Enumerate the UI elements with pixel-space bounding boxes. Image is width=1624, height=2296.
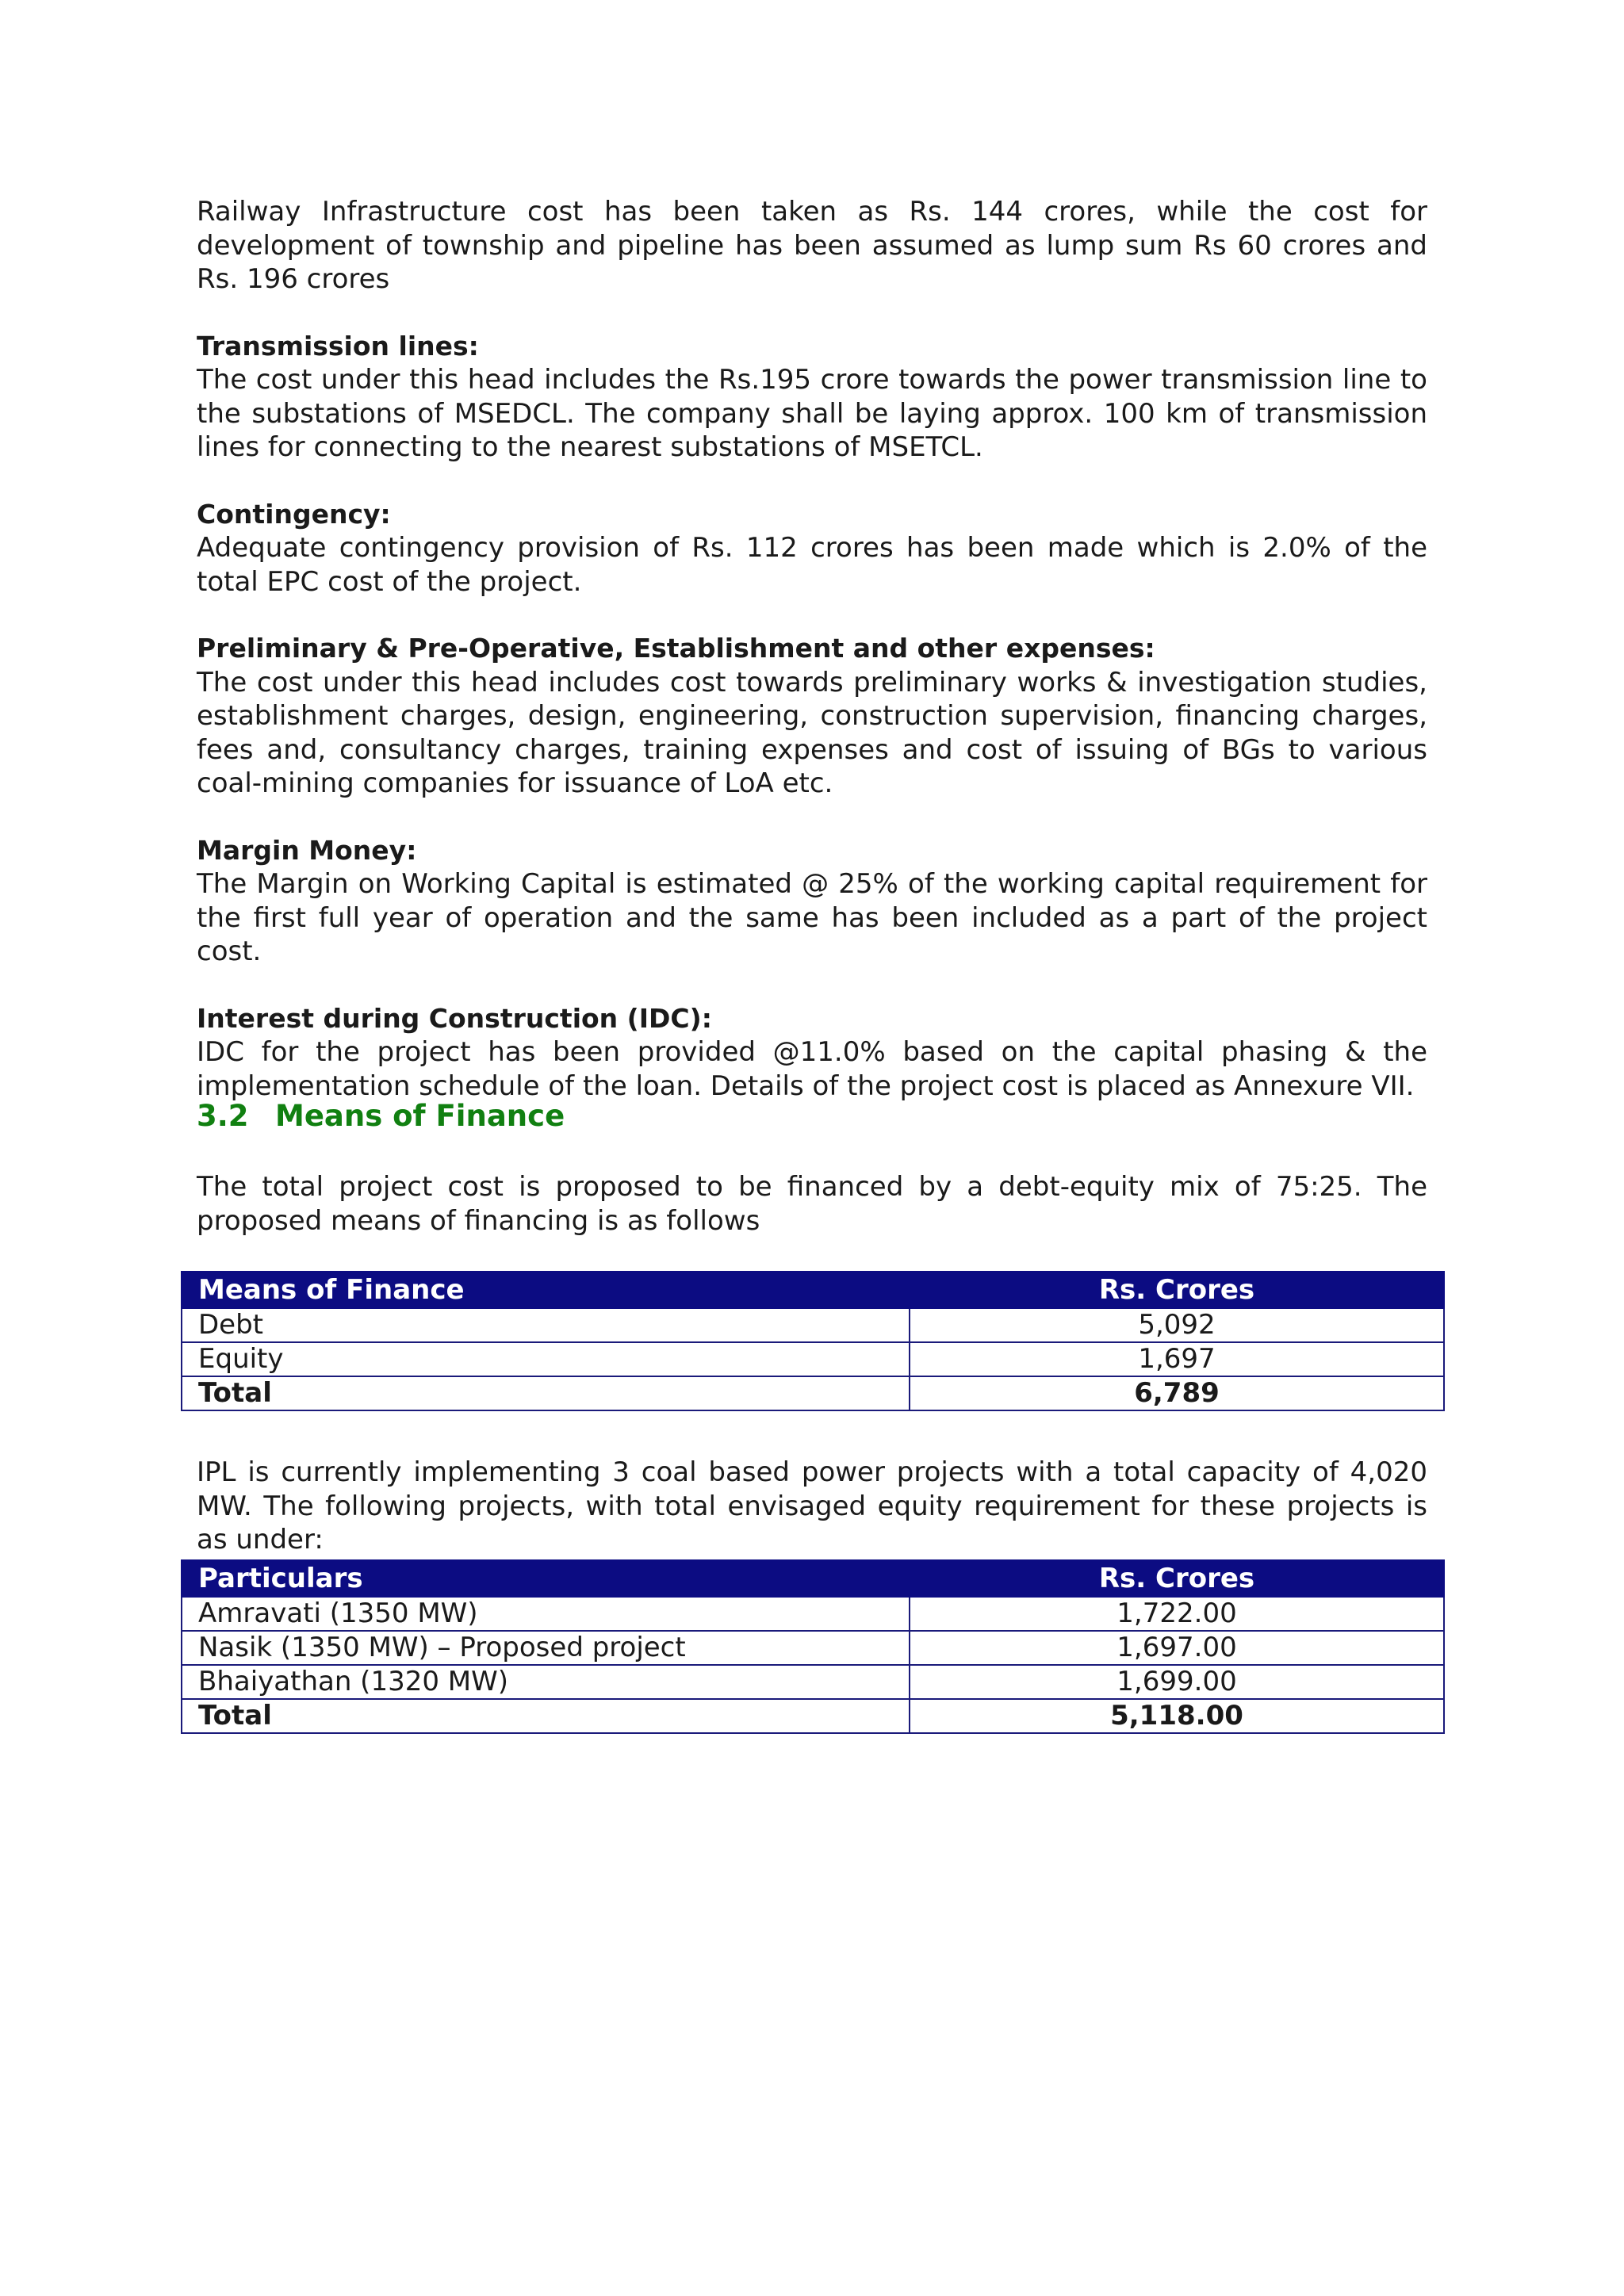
- column-header: Rs. Crores: [910, 1272, 1444, 1308]
- row-value: 1,697.00: [910, 1631, 1444, 1665]
- preliminary-heading: Preliminary & Pre-Operative, Establishment and other expenses:: [197, 633, 1155, 664]
- table-row: [182, 1342, 1444, 1376]
- section-heading: [197, 1097, 565, 1135]
- row-label: Debt: [182, 1308, 910, 1342]
- projects-equity-table: [181, 1559, 1445, 1734]
- row-label: Equity: [182, 1342, 910, 1376]
- total-label: Total: [182, 1376, 910, 1410]
- means-of-finance-table: [181, 1271, 1445, 1411]
- contingency-heading: Contingency:: [197, 498, 391, 530]
- column-header: Rs. Crores: [910, 1560, 1444, 1597]
- table-row: [182, 1631, 1444, 1665]
- row-value: 5,092: [910, 1308, 1444, 1342]
- table-header-row: [182, 1560, 1444, 1597]
- table-row: [182, 1665, 1444, 1699]
- transmission-heading: Transmission lines:: [197, 330, 479, 362]
- table-row: [182, 1308, 1444, 1342]
- table-total-row: [182, 1699, 1444, 1733]
- table-header-row: [182, 1272, 1444, 1308]
- total-value: 6,789: [910, 1376, 1444, 1410]
- table-row: [182, 1597, 1444, 1631]
- contingency-body: Adequate contingency provision of Rs. 112 crores has been made which is 2.0% of the total EPC cost of the project.: [197, 532, 1427, 598]
- column-header: Means of Finance: [182, 1272, 910, 1308]
- margin-money-heading: Margin Money:: [197, 834, 417, 866]
- row-label: Nasik (1350 MW) – Proposed project: [182, 1631, 910, 1665]
- total-label: Total: [182, 1699, 910, 1733]
- row-label: Bhaiyathan (1320 MW): [182, 1665, 910, 1699]
- intro-paragraph: Railway Infrastructure cost has been taken as Rs. 144 crores, while the cost for development of township and pipeline has been assumed as lump sum Rs 60 crores and Rs. 196 crores: [197, 196, 1427, 295]
- row-value: 1,697: [910, 1342, 1444, 1376]
- transmission-body: The cost under this head includes the Rs.195 crore towards the power transmission line to the substations of MSEDCL. The company shall be laying approx. 100 km of transmission lines for connecting to the nearest substations of MSETCL.: [197, 364, 1427, 463]
- section-title: Means of Finance: [275, 1099, 565, 1133]
- idc-heading: Interest during Construction (IDC):: [197, 1002, 712, 1034]
- preliminary-body: The cost under this head includes cost towards preliminary works & investigation studies, establishment charges, design, engineering, construction supervision, financing charges, fees and, consultancy charges, training expenses and cost of issuing of BGs to various coal-mining companies for issuance of LoA etc.: [197, 666, 1427, 799]
- section-number: 3.2: [197, 1099, 249, 1133]
- row-value: 1,722.00: [910, 1597, 1444, 1631]
- total-value: 5,118.00: [910, 1699, 1444, 1733]
- idc-body: IDC for the project has been provided @11.0% based on the capital phasing & the implementation schedule of the loan. Details of the project cost is placed as Annexure VII.: [197, 1036, 1427, 1102]
- table-total-row: [182, 1376, 1444, 1410]
- row-label: Amravati (1350 MW): [182, 1597, 910, 1631]
- row-value: 1,699.00: [910, 1665, 1444, 1699]
- margin-money-body: The Margin on Working Capital is estimated @ 25% of the working capital requirement for the first full year of operation and the same has been included as a part of the project cost.: [197, 868, 1427, 967]
- finance-intro-paragraph: The total project cost is proposed to be financed by a debt-equity mix of 75:25. The proposed means of financing is as follows: [197, 1171, 1427, 1237]
- column-header: Particulars: [182, 1560, 910, 1597]
- document-body: [197, 195, 1427, 1103]
- projects-paragraph: IPL is currently implementing 3 coal based power projects with a total capacity of 4,020 MW. The following projects, with total envisaged equity requirement for these projects is as under:: [197, 1456, 1427, 1556]
